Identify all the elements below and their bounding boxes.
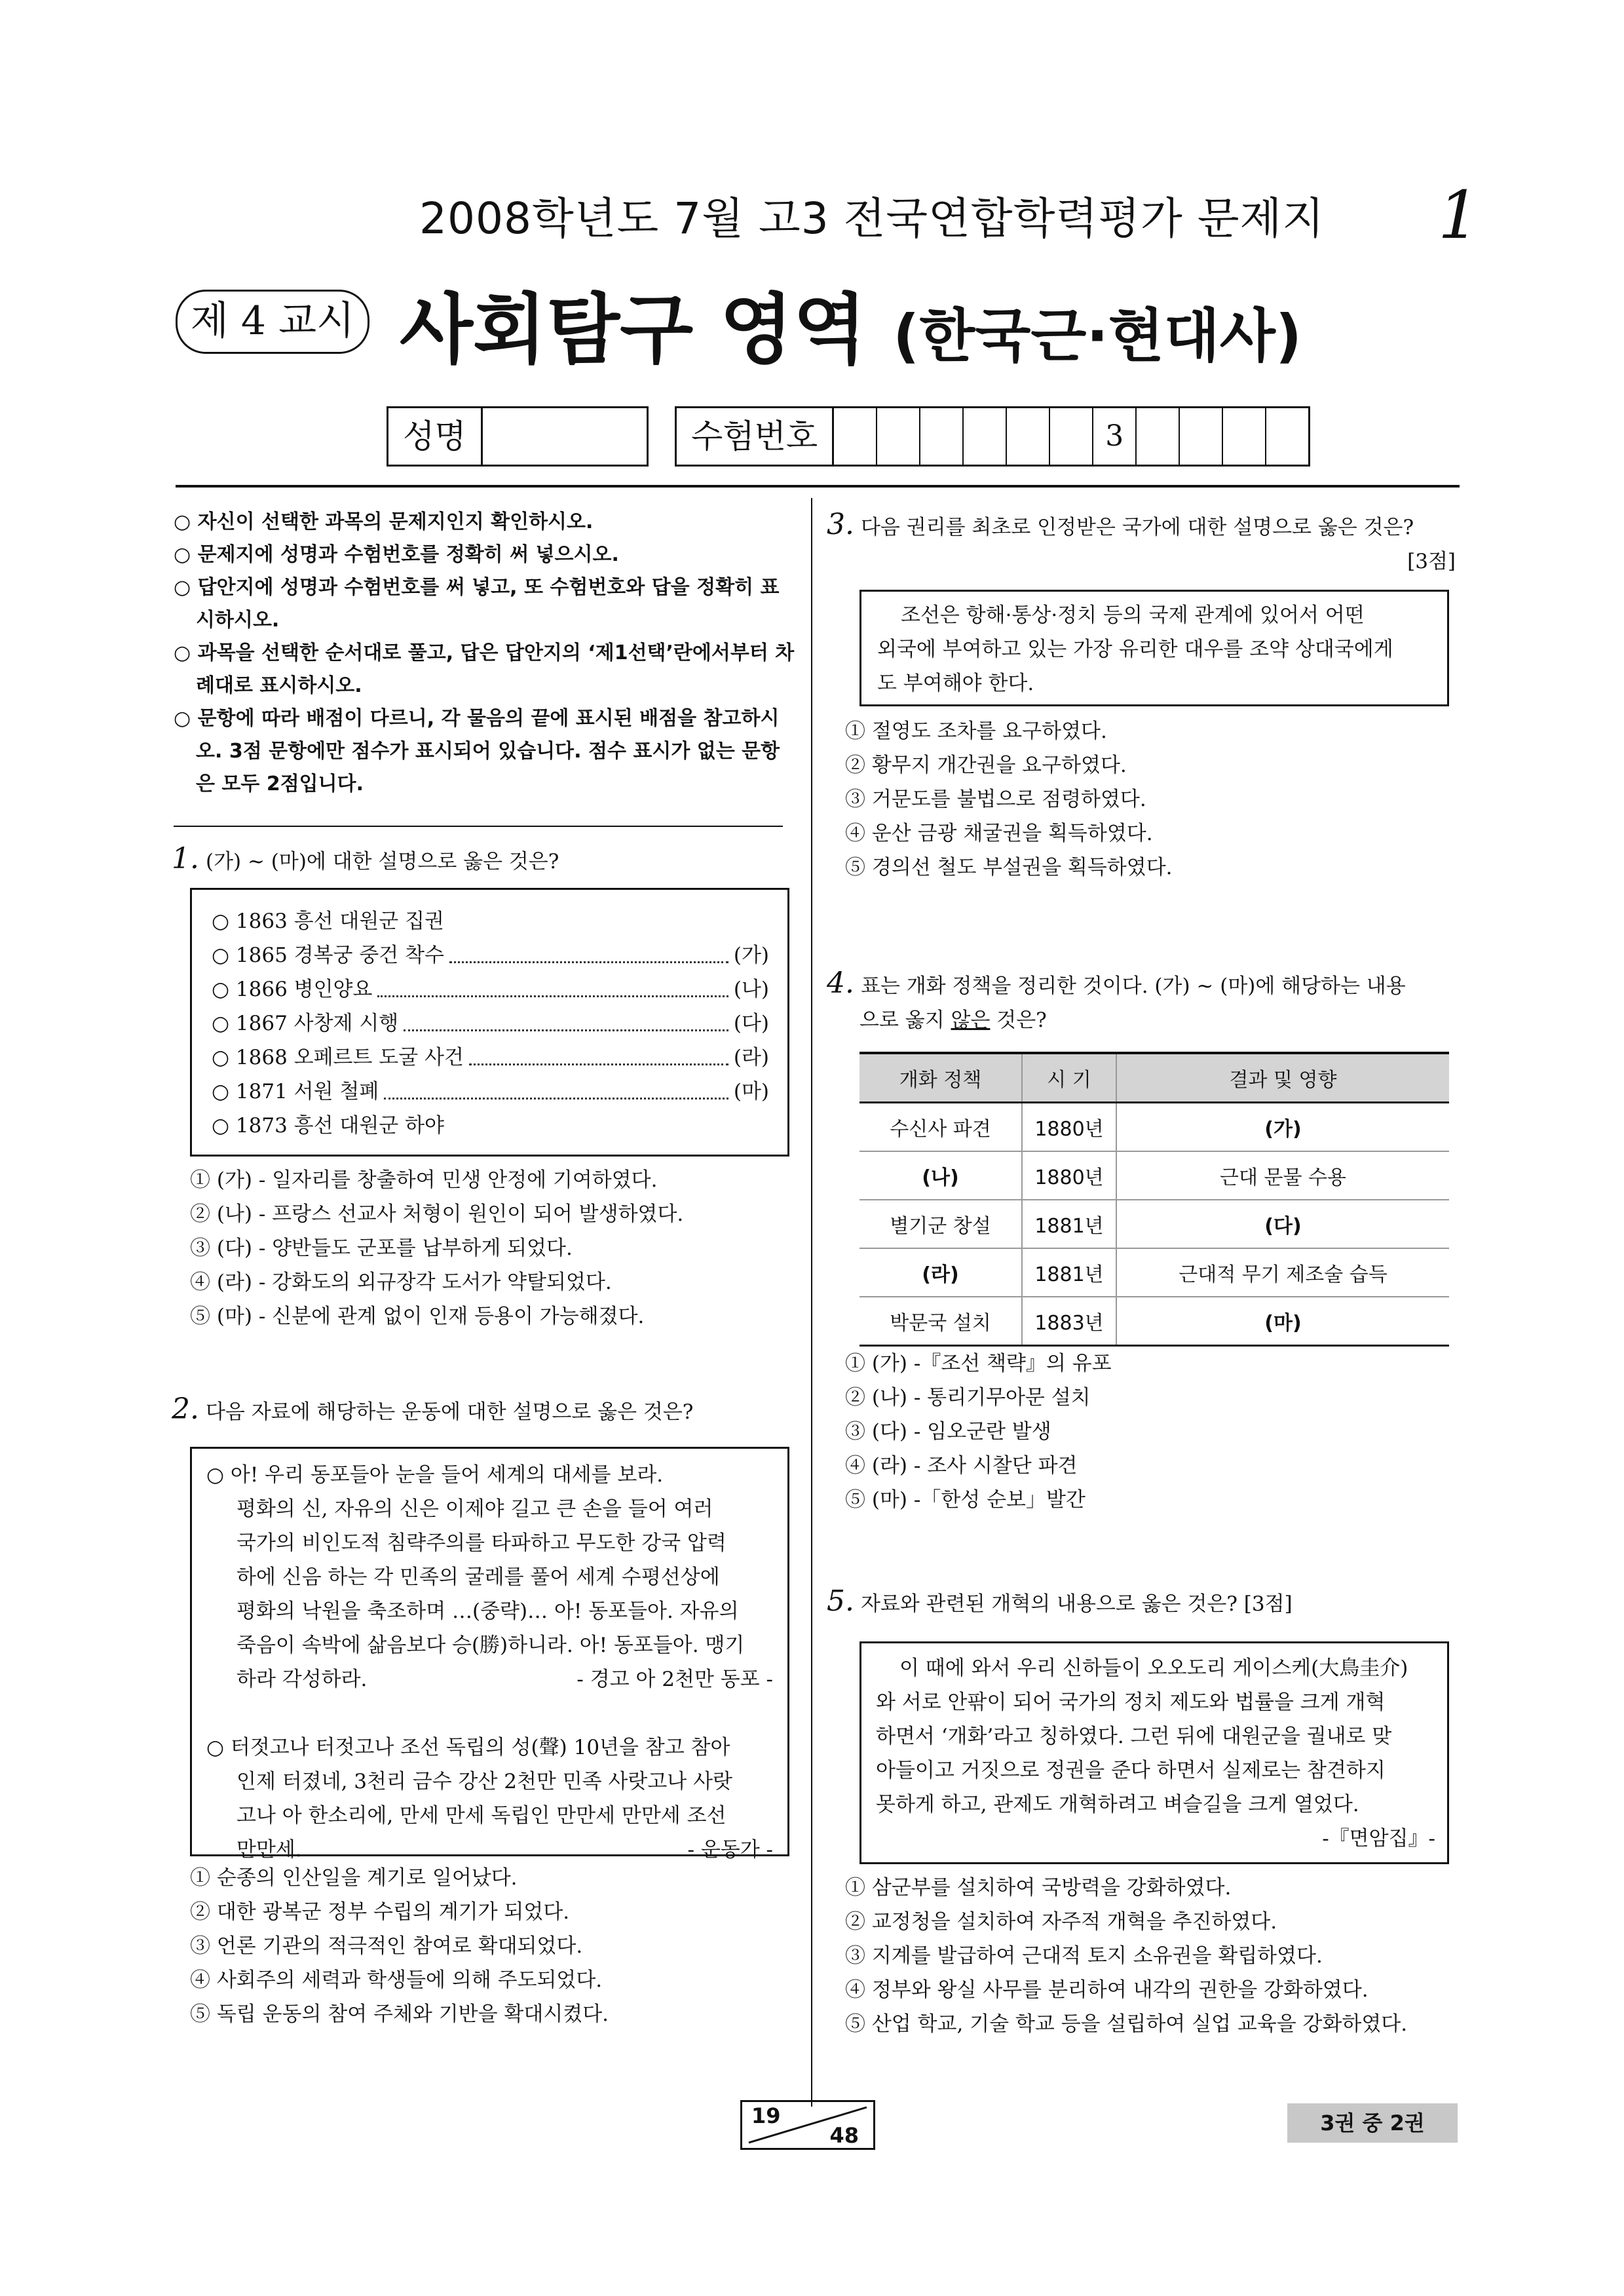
instruction-item: ○ 과목을 선택한 순서대로 풀고, 답은 답안지의 ‘제1선택’란에서부터 차례대로 표시하시오. — [174, 641, 795, 697]
answer-option[interactable]: ③ 지계를 발급하여 근대적 토지 소유권을 확립하였다. — [845, 1944, 1323, 1968]
name-box — [387, 406, 649, 467]
name-label: 성명 — [388, 408, 483, 465]
q3-number: 3. — [827, 508, 854, 541]
timeline-row: ○ 1865 경복궁 중건 착수 (가) — [212, 938, 769, 972]
subject-subtitle: (한국근·현대사) — [893, 302, 1302, 370]
q4-number: 4. — [827, 966, 854, 1000]
timeline-row: ○ 1867 사창제 시행 (다) — [212, 1006, 769, 1041]
q3-options — [845, 714, 1173, 885]
id-digit-cell[interactable] — [834, 408, 877, 465]
q2-options — [190, 1861, 609, 2031]
q4-stem: 4. 표는 개화 정책을 정리한 것이다. (가) ~ (마)에 해당하는 내용 으로 옳지 않은 것은? — [827, 966, 1406, 1032]
instruction-item: ○ 자신이 선택한 과목의 문제지인지 확인하시오. — [174, 510, 594, 533]
answer-option[interactable]: ② 대한 광복군 정부 수립의 계기가 되었다. — [190, 1900, 570, 1924]
q2-source-box: ○ 아! 우리 동포들아 눈을 들어 세계의 대세를 보라. 평화의 신, 자유의 신은 이제야 길고 큰 손을 들어 여러 국가의 비인도적 침략주의를 타파하고 무도한 강국 압력 하에 신음 하는 각 민족의 굴레를 풀어 세계 수평선상에 평화의 낙원을 축조하며 …(중략)… 아! 동포들아. 자유의 죽음이 속박에 삶음보다 승(勝)하니라. 아! 동포들아. 맹기 하라 각성하라. - 경고 아 2천만 동포 - ○ 터젓고나 터젓고나 조선 독립의 성(聲) 10년을 참고 참아 인제 터졌네, 3천리 금수 강산 2천만 민족 사랏고나 사랏 고나 아 한소리에, 만세 만세 독립인 만만세 만만세 조선 만만세. - 운동가 - — [190, 1447, 789, 1856]
answer-option[interactable]: ① 삼군부를 설치하여 국방력을 강화하였다. — [845, 1876, 1232, 1900]
answer-option[interactable]: ⑤ 산업 학교, 기술 학교 등을 설립하여 실업 교육을 강화하였다. — [845, 2012, 1408, 2036]
q5-source-box: 이 때에 와서 우리 신하들이 오오도리 게이스케(大鳥圭介) 와 서로 안팎이 되어 국가의 정치 제도와 법률을 크게 개혁 하면서 ‘개화’라고 칭하였다. 그런 뒤에 대원군을 궐내로 맞 아들이고 거짓으로 정권을 준다 하면서 실제로는 참견하지 못하게 하고, 관제도 개혁하려고 벼슬길을 크게 열었다. -『면암집』- — [859, 1641, 1449, 1864]
instruction-item: ○ 문제지에 성명과 수험번호를 정확히 써 넣으시오. — [174, 543, 619, 566]
timeline-row: ○ 1868 오페르트 도굴 사건 (라) — [212, 1041, 769, 1075]
answer-option[interactable]: ⑤ 독립 운동의 참여 주체와 기반을 확대시켰다. — [190, 2002, 609, 2026]
table-row: (라) 1881년 근대적 무기 제조술 습득 — [859, 1248, 1449, 1297]
q5-number: 5. — [827, 1584, 854, 1618]
instruction-item: ○ 답안지에 성명과 수험번호를 써 넣고, 또 수험번호와 답을 정확히 표시하시오. — [174, 576, 780, 632]
q5-source: -『면암집』- — [1322, 1827, 1435, 1850]
timeline-row: ○ 1871 서원 철폐 (마) — [212, 1075, 769, 1109]
page-total: 48 — [829, 2123, 859, 2148]
instructions — [174, 506, 796, 801]
id-digit-cell[interactable]: 3 — [1093, 408, 1137, 465]
instructions-rule — [174, 826, 783, 827]
header-rule — [176, 485, 1460, 488]
q2-number: 2. — [172, 1392, 199, 1426]
answer-option[interactable]: ④ 운산 금광 채굴권을 획득하였다. — [845, 822, 1153, 845]
answer-option[interactable]: ④ 사회주의 세력과 학생들에 의해 주도되었다. — [190, 1968, 603, 1992]
q5-stem — [827, 1584, 1293, 1621]
table-header: 결과 및 영향 — [1116, 1053, 1449, 1103]
id-digit-cell[interactable] — [1050, 408, 1093, 465]
answer-option[interactable]: ② (나) - 프랑스 선교사 처형이 원인이 되어 발생하였다. — [190, 1202, 684, 1226]
column-divider — [811, 498, 812, 2107]
timeline-row: ○ 1873 흥선 대원군 하야 — [212, 1114, 444, 1138]
answer-option[interactable]: ② (나) - 통리기무아문 설치 — [845, 1386, 1091, 1409]
page-number: 1 — [1438, 177, 1480, 254]
id-digit-cell[interactable] — [1137, 408, 1180, 465]
q2-source-2: - 운동가 - — [687, 1838, 773, 1862]
answer-option[interactable]: ② 황무지 개간권을 요구하였다. — [845, 754, 1127, 777]
volume-badge: 3권 중 2권 — [1287, 2103, 1458, 2143]
answer-option[interactable]: ③ 거문도를 불법으로 점령하였다. — [845, 788, 1146, 811]
id-digit-cell[interactable] — [1223, 408, 1266, 465]
q1-text: (가) ~ (마)에 대한 설명으로 옳은 것은? — [205, 850, 559, 873]
instruction-item: ○ 문항에 따라 배점이 다르니, 각 물음의 끝에 표시된 배점을 참고하시오. 3점 문항에만 점수가 표시되어 있습니다. 점수 표시가 없는 문항은 모두 2점입니다. — [174, 707, 780, 795]
q4-options — [845, 1347, 1112, 1517]
answer-option[interactable]: ① 절영도 조차를 요구하였다. — [845, 719, 1107, 743]
table-header: 개화 정책 — [859, 1053, 1022, 1103]
answer-option[interactable]: ③ (다) - 양반들도 군포를 납부하게 되었다. — [190, 1236, 573, 1260]
id-digit-cell[interactable] — [964, 408, 1007, 465]
q5-text: 자료와 관련된 개혁의 내용으로 옳은 것은? [3점] — [860, 1592, 1293, 1616]
answer-option[interactable]: ⑤ (마) -「한성 순보」발간 — [845, 1488, 1086, 1512]
exam-title: 2008학년도 7월 고3 전국연합학력평가 문제지 — [419, 193, 1325, 244]
page-counter — [740, 2100, 875, 2150]
answer-option[interactable]: ④ (라) - 강화도의 외규장각 도서가 약탈되었다. — [190, 1271, 612, 1294]
table-header: 시 기 — [1022, 1053, 1116, 1103]
answer-option[interactable]: ③ (다) - 임오군란 발생 — [845, 1420, 1051, 1444]
q1-stem — [172, 842, 559, 879]
q3-points: [3점] — [1407, 550, 1456, 573]
answer-option[interactable]: ⑤ (마) - 신분에 관계 없이 인재 등용이 가능해졌다. — [190, 1305, 645, 1328]
q1-timeline-box — [190, 888, 789, 1157]
table-row: 수신사 파견 1880년 (가) — [859, 1103, 1449, 1152]
subject-title — [400, 269, 1302, 378]
q3-source-box: 조선은 항해·통상·정치 등의 국제 관계에 있어서 어떤 외국에 부여하고 있는 가장 유리한 대우를 조약 상대국에게 도 부여해야 한다. — [859, 590, 1449, 706]
table-row: 별기군 창설 1881년 (다) — [859, 1200, 1449, 1248]
q3-stem — [827, 508, 1456, 579]
q4-negation: 않은 — [951, 1008, 991, 1032]
table-row: 박문국 설치 1883년 (마) — [859, 1297, 1449, 1346]
answer-option[interactable]: ⑤ 경의선 철도 부설권을 획득하였다. — [845, 856, 1173, 879]
q1-options — [190, 1163, 683, 1333]
id-box — [675, 406, 1310, 467]
q1-number: 1. — [172, 842, 199, 875]
answer-option[interactable]: ③ 언론 기관의 적극적인 참여로 확대되었다. — [190, 1934, 583, 1958]
q5-options — [845, 1871, 1407, 2041]
answer-option[interactable]: ② 교정청을 설치하여 자주적 개혁을 추진하였다. — [845, 1910, 1277, 1934]
timeline-row: ○ 1866 병인양요 (나) — [212, 972, 769, 1006]
answer-option[interactable]: ① 순종의 인산일을 계기로 일어났다. — [190, 1866, 518, 1890]
subject-name: 사회탐구 영역 — [400, 286, 867, 374]
id-digit-cell[interactable] — [1266, 408, 1308, 465]
name-field[interactable] — [483, 408, 647, 465]
q2-text: 다음 자료에 해당하는 운동에 대한 설명으로 옳은 것은? — [205, 1400, 694, 1424]
q2-stem — [172, 1392, 693, 1429]
page-current: 19 — [751, 2103, 781, 2128]
id-label: 수험번호 — [677, 408, 834, 465]
id-digit-cells[interactable] — [834, 408, 1308, 465]
id-digit-cell[interactable] — [1007, 408, 1050, 465]
answer-option[interactable]: ④ (라) - 조사 시찰단 파견 — [845, 1454, 1078, 1478]
answer-option[interactable]: ④ 정부와 왕실 사무를 분리하여 내각의 권한을 강화하였다. — [845, 1978, 1369, 2002]
id-digit-cell[interactable] — [920, 408, 964, 465]
q4-text: 표는 개화 정책을 정리한 것이다. (가) ~ (마)에 해당하는 내용 — [860, 974, 1406, 998]
id-digit-cell[interactable] — [877, 408, 920, 465]
answer-option[interactable]: ① (가) -『조선 책략』의 유포 — [845, 1352, 1112, 1375]
q3-text: 다음 권리를 최초로 인정받은 국가에 대한 설명으로 옳은 것은? — [860, 516, 1414, 539]
period-badge: 제 4 교시 — [176, 290, 369, 354]
table-row: (나) 1880년 근대 문물 수용 — [859, 1151, 1449, 1200]
q4-policy-table — [859, 1052, 1449, 1347]
q2-source-1: - 경고 아 2천만 동포 - — [576, 1668, 773, 1691]
id-digit-cell[interactable] — [1180, 408, 1223, 465]
answer-option[interactable]: ① (가) - 일자리를 창출하여 민생 안정에 기여하였다. — [190, 1168, 658, 1192]
timeline-row: ○ 1863 흥선 대원군 집권 — [212, 909, 444, 933]
